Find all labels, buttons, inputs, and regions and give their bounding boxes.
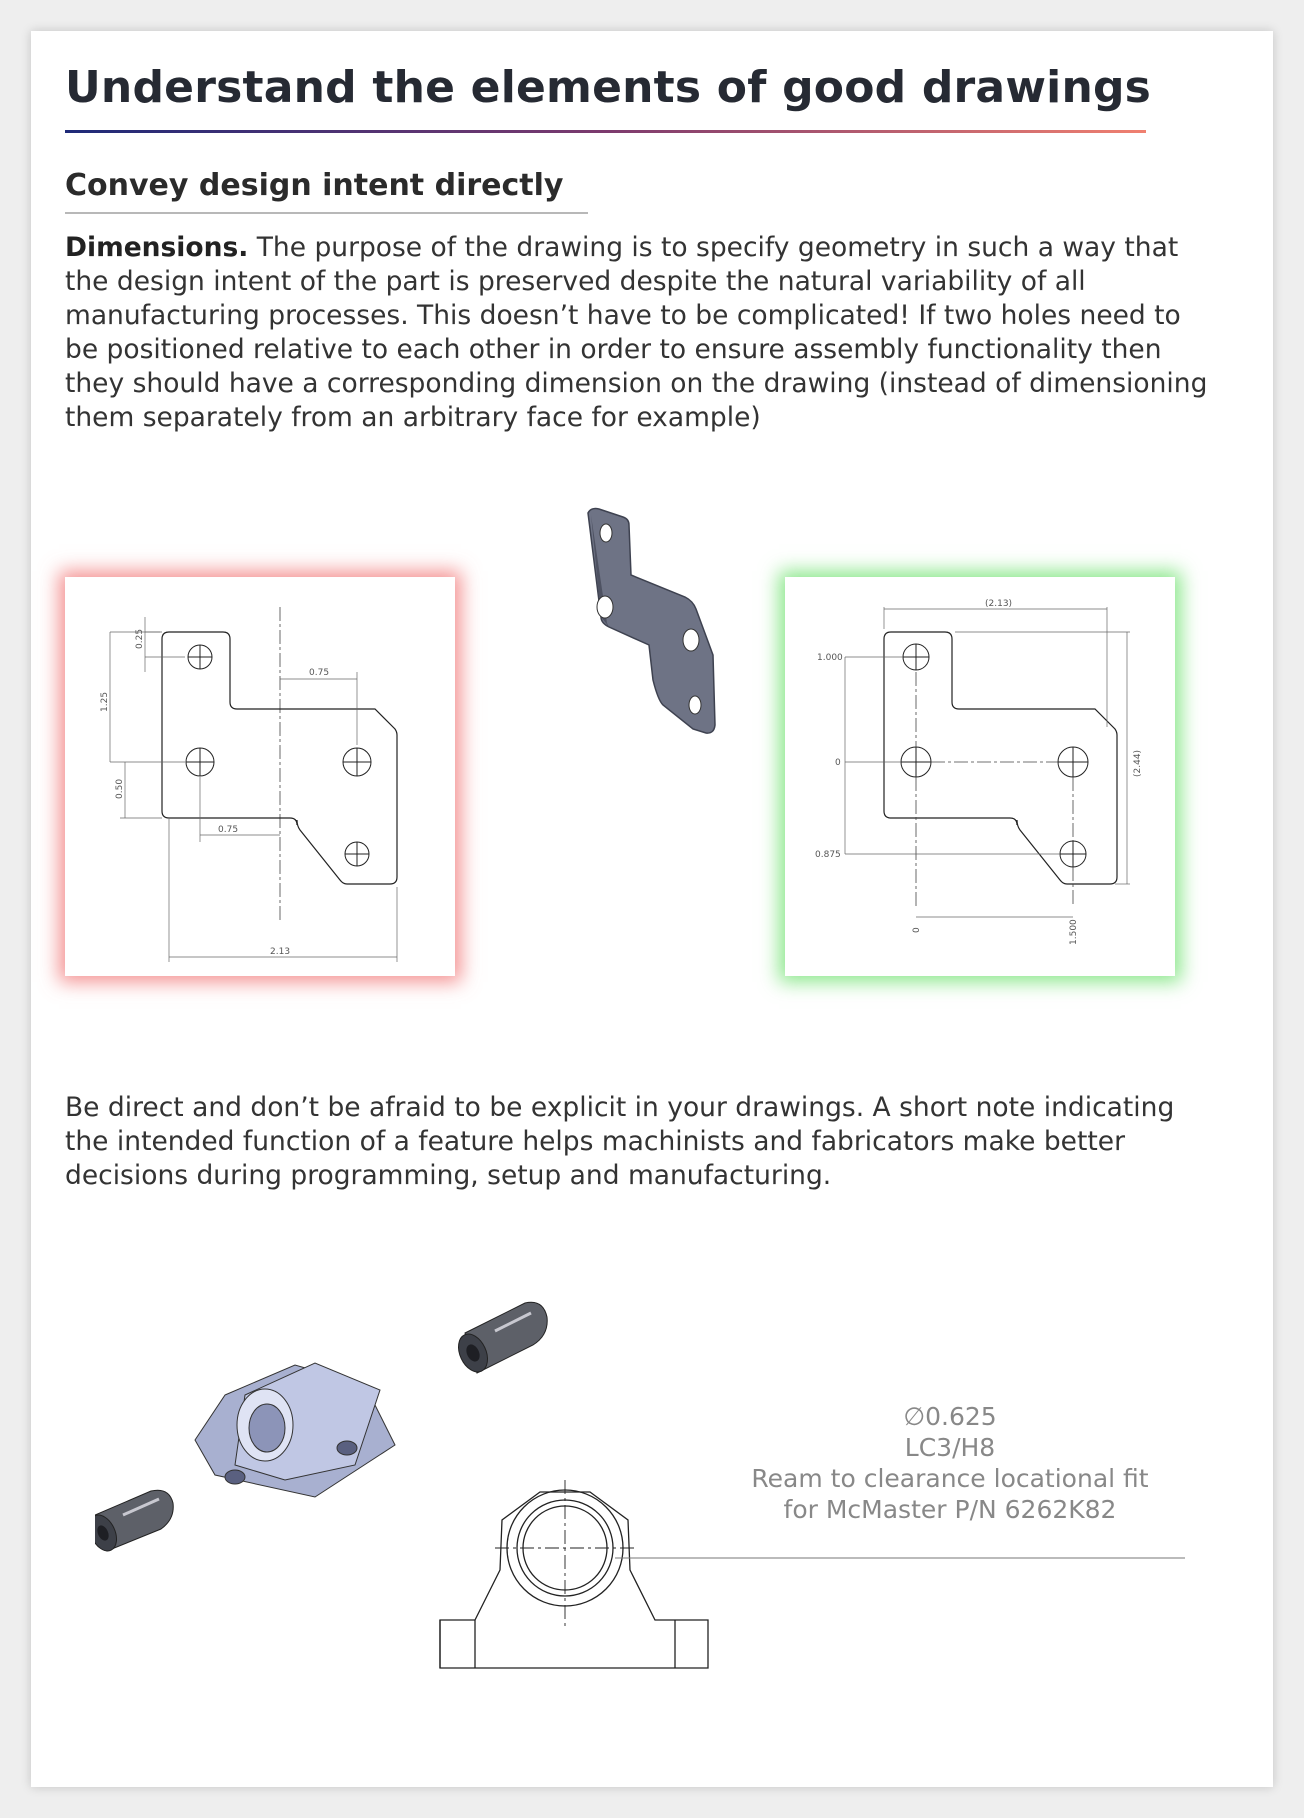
good-drawing-svg xyxy=(785,577,1175,976)
bracket-isometric xyxy=(583,505,718,740)
callout-note xyxy=(720,1401,1180,1525)
bad-drawing-card xyxy=(65,577,455,976)
bad-dim-075-bottom: 0.75 xyxy=(218,825,239,835)
bad-drawing-svg xyxy=(65,577,455,976)
dimensions-paragraph xyxy=(65,231,1215,435)
bad-dim-125: 1.25 xyxy=(100,691,110,712)
good-dim-244: (2.44) xyxy=(1133,749,1143,777)
title-underline xyxy=(65,130,1146,133)
good-dim-0875: 0.875 xyxy=(815,850,841,860)
bad-dim-075-top: 0.75 xyxy=(309,668,330,678)
good-dim-1000: 1.000 xyxy=(817,653,843,663)
page-title: Understand the elements of good drawings xyxy=(65,62,1152,113)
bad-dim-213: 2.13 xyxy=(270,947,291,957)
bushing-left xyxy=(95,1490,173,1555)
callout-fit-class: LC3/H8 xyxy=(904,1433,996,1462)
callout-diameter: ∅0.625 xyxy=(903,1402,997,1431)
bushing-top xyxy=(453,1302,547,1376)
good-dim-0-left: 0 xyxy=(835,758,841,768)
bad-dim-025: 0.25 xyxy=(135,628,145,649)
bad-dim-050: 0.50 xyxy=(115,778,125,799)
subtitle-underline xyxy=(65,212,588,214)
bearing-housing xyxy=(195,1363,395,1497)
callout-part-number: for McMaster P/N 6262K82 xyxy=(783,1495,1117,1524)
dimensions-body: The purpose of the drawing is to specify geometry in such a way that the design intent of the part is preserved despite the natural variability of all manufacturing processes. This doesn’t have to be complicated! If two holes need to be positioned relative to each other in order to ensure assembly functionality then they should have a corresponding dimension on the drawing (instead of dimensioning them separately from an arbitrary face for example) xyxy=(65,232,1208,433)
good-drawing-card xyxy=(785,577,1175,976)
section-subtitle: Convey design intent directly xyxy=(65,168,564,203)
explicit-paragraph: Be direct and don’t be afraid to be explicit in your drawings. A short note indicating the intended function of a feature helps machinists and fabricators make better decisions during programming, setup and manufacturing. xyxy=(65,1092,1175,1191)
callout-instruction: Ream to clearance locational fit xyxy=(751,1464,1149,1493)
good-dim-1500: 1.500 xyxy=(1069,919,1079,945)
good-dim-213: (2.13) xyxy=(985,599,1013,609)
dimensions-lead: Dimensions. xyxy=(65,232,249,263)
good-dim-0-bottom: 0 xyxy=(912,927,922,933)
